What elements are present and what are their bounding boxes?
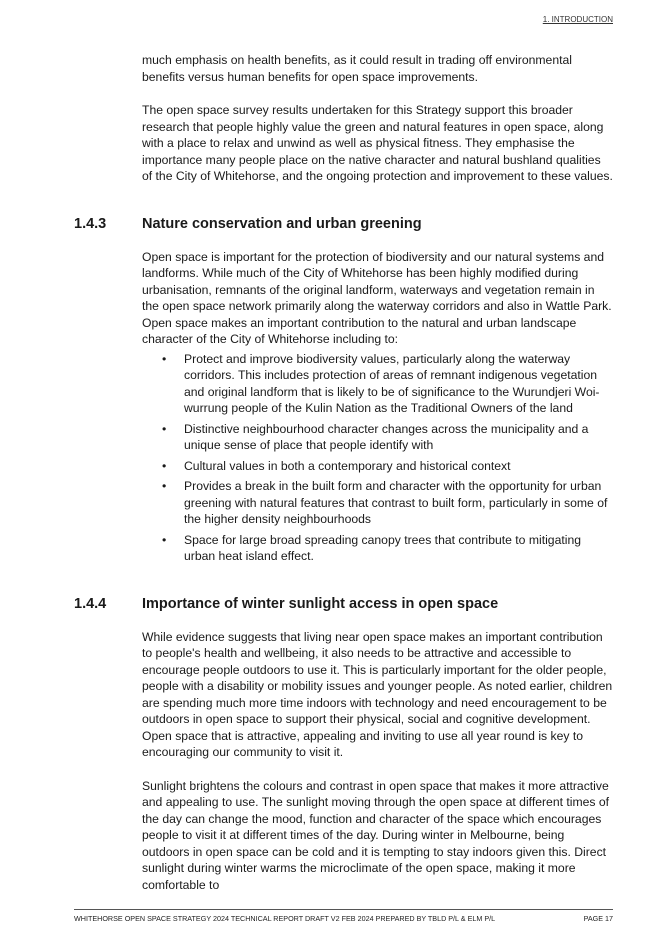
section-paragraph: Open space is important for the protection of biodiversity and our natural systems and landforms. While much of the City of Whitehorse has been highly modified during urbanisation, remnants of the original landform, waterways and vegetation remain in the open space network primarily along the waterway corridors and also in Wattle Park. Open space makes an important contribution to the natural and urban landscape character of the City of Whitehorse including to: (142, 249, 612, 346)
section-heading-1-4-3 (74, 215, 614, 232)
bullet-icon: • (162, 351, 167, 366)
bullet-item (142, 421, 614, 454)
intro-paragraph: The open space survey results undertaken for this Strategy support this broader research that people highly value the green and natural features in open space, along with a place to relax and unwind as well as physical fitness. They emphasise the importance many people place on the native character and natural bushland qualities of the City of Whitehorse, and the ongoing protection and improvement to these values. (142, 103, 613, 183)
intro-paragraph: much emphasis on health benefits, as it could result in trading off environmental benefits versus human benefits for open space improvements. (142, 53, 572, 84)
bullet-icon: • (162, 479, 167, 493)
bullet-text: Provides a break in the built form and character with the opportunity for urban greening with natural features that contrast to built form, particularly in some of the higher density neighbourhoods (184, 479, 608, 526)
bullet-text: Cultural values in both a contemporary and historical context (184, 458, 511, 473)
bullet-item (142, 458, 614, 475)
section-title: Importance of winter sunlight access in open space (142, 595, 499, 612)
footer-document-info: WHITEHORSE OPEN SPACE STRATEGY 2024 TECHNICAL REPORT DRAFT V2 FEB 2024 PREPARED BY TBLD P/L & ELM P/L (74, 914, 496, 923)
bullet-text: Distinctive neighbourhood character changes across the municipality and a unique sense of place that people identify with (184, 421, 589, 452)
bullet-text: Space for large broad spreading canopy trees that contribute to mitigating urban heat island effect. (184, 532, 582, 563)
section-paragraph: While evidence suggests that living near open space makes an important contribution to people's health and wellbeing, it also needs to be attractive and accessible to encourage people outdoors to use it. This is particularly important for the older people, people with a disability or mobility issues and younger people. As noted earlier, children are spending much more time indoors with technology and need encouragement to be outdoors in open space to support their physical, social and cognitive development. Open space that is attractive, appealing and inviting to use all year round is key to encouraging our community to visit it. (142, 629, 613, 759)
bullet-item (142, 351, 614, 417)
section-number: 1.4.4 (74, 595, 107, 612)
bullet-icon: • (162, 458, 167, 473)
bullet-item (142, 478, 614, 528)
section-paragraph: Sunlight brightens the colours and contrast in open space that makes it more attractive and appealing to use. The sunlight moving through the open space at different times of the day can change the mood, function and character of the space which encourages people to visit it at different times of the day. During winter in Melbourne, being outdoors in open space can be cold and it is tempting to stay indoors given this. Direct sunlight during winter warms the microclimate of the open space, making it more comfortable to (142, 778, 610, 892)
footer-divider (74, 909, 613, 910)
bullet-text: Protect and improve biodiversity values, particularly along the waterway corridors. This includes protection of areas of remnant indigenous vegetation and original landform that is likely to be of significance to the Wurundjeri Woi-wurrung people of the Kulin Nation as the Traditional Owners of the land (184, 351, 600, 415)
bullet-icon: • (162, 532, 167, 547)
section-heading-1-4-4 (74, 595, 614, 612)
bullet-item (142, 532, 614, 565)
header-section-label: 1. INTRODUCTION (542, 15, 613, 24)
page-content (74, 52, 614, 910)
section-number: 1.4.3 (74, 215, 107, 232)
footer-page-number: PAGE 17 (583, 914, 613, 923)
section-title: Nature conservation and urban greening (142, 215, 422, 232)
bullet-icon: • (162, 421, 167, 436)
bullet-list (142, 351, 614, 565)
